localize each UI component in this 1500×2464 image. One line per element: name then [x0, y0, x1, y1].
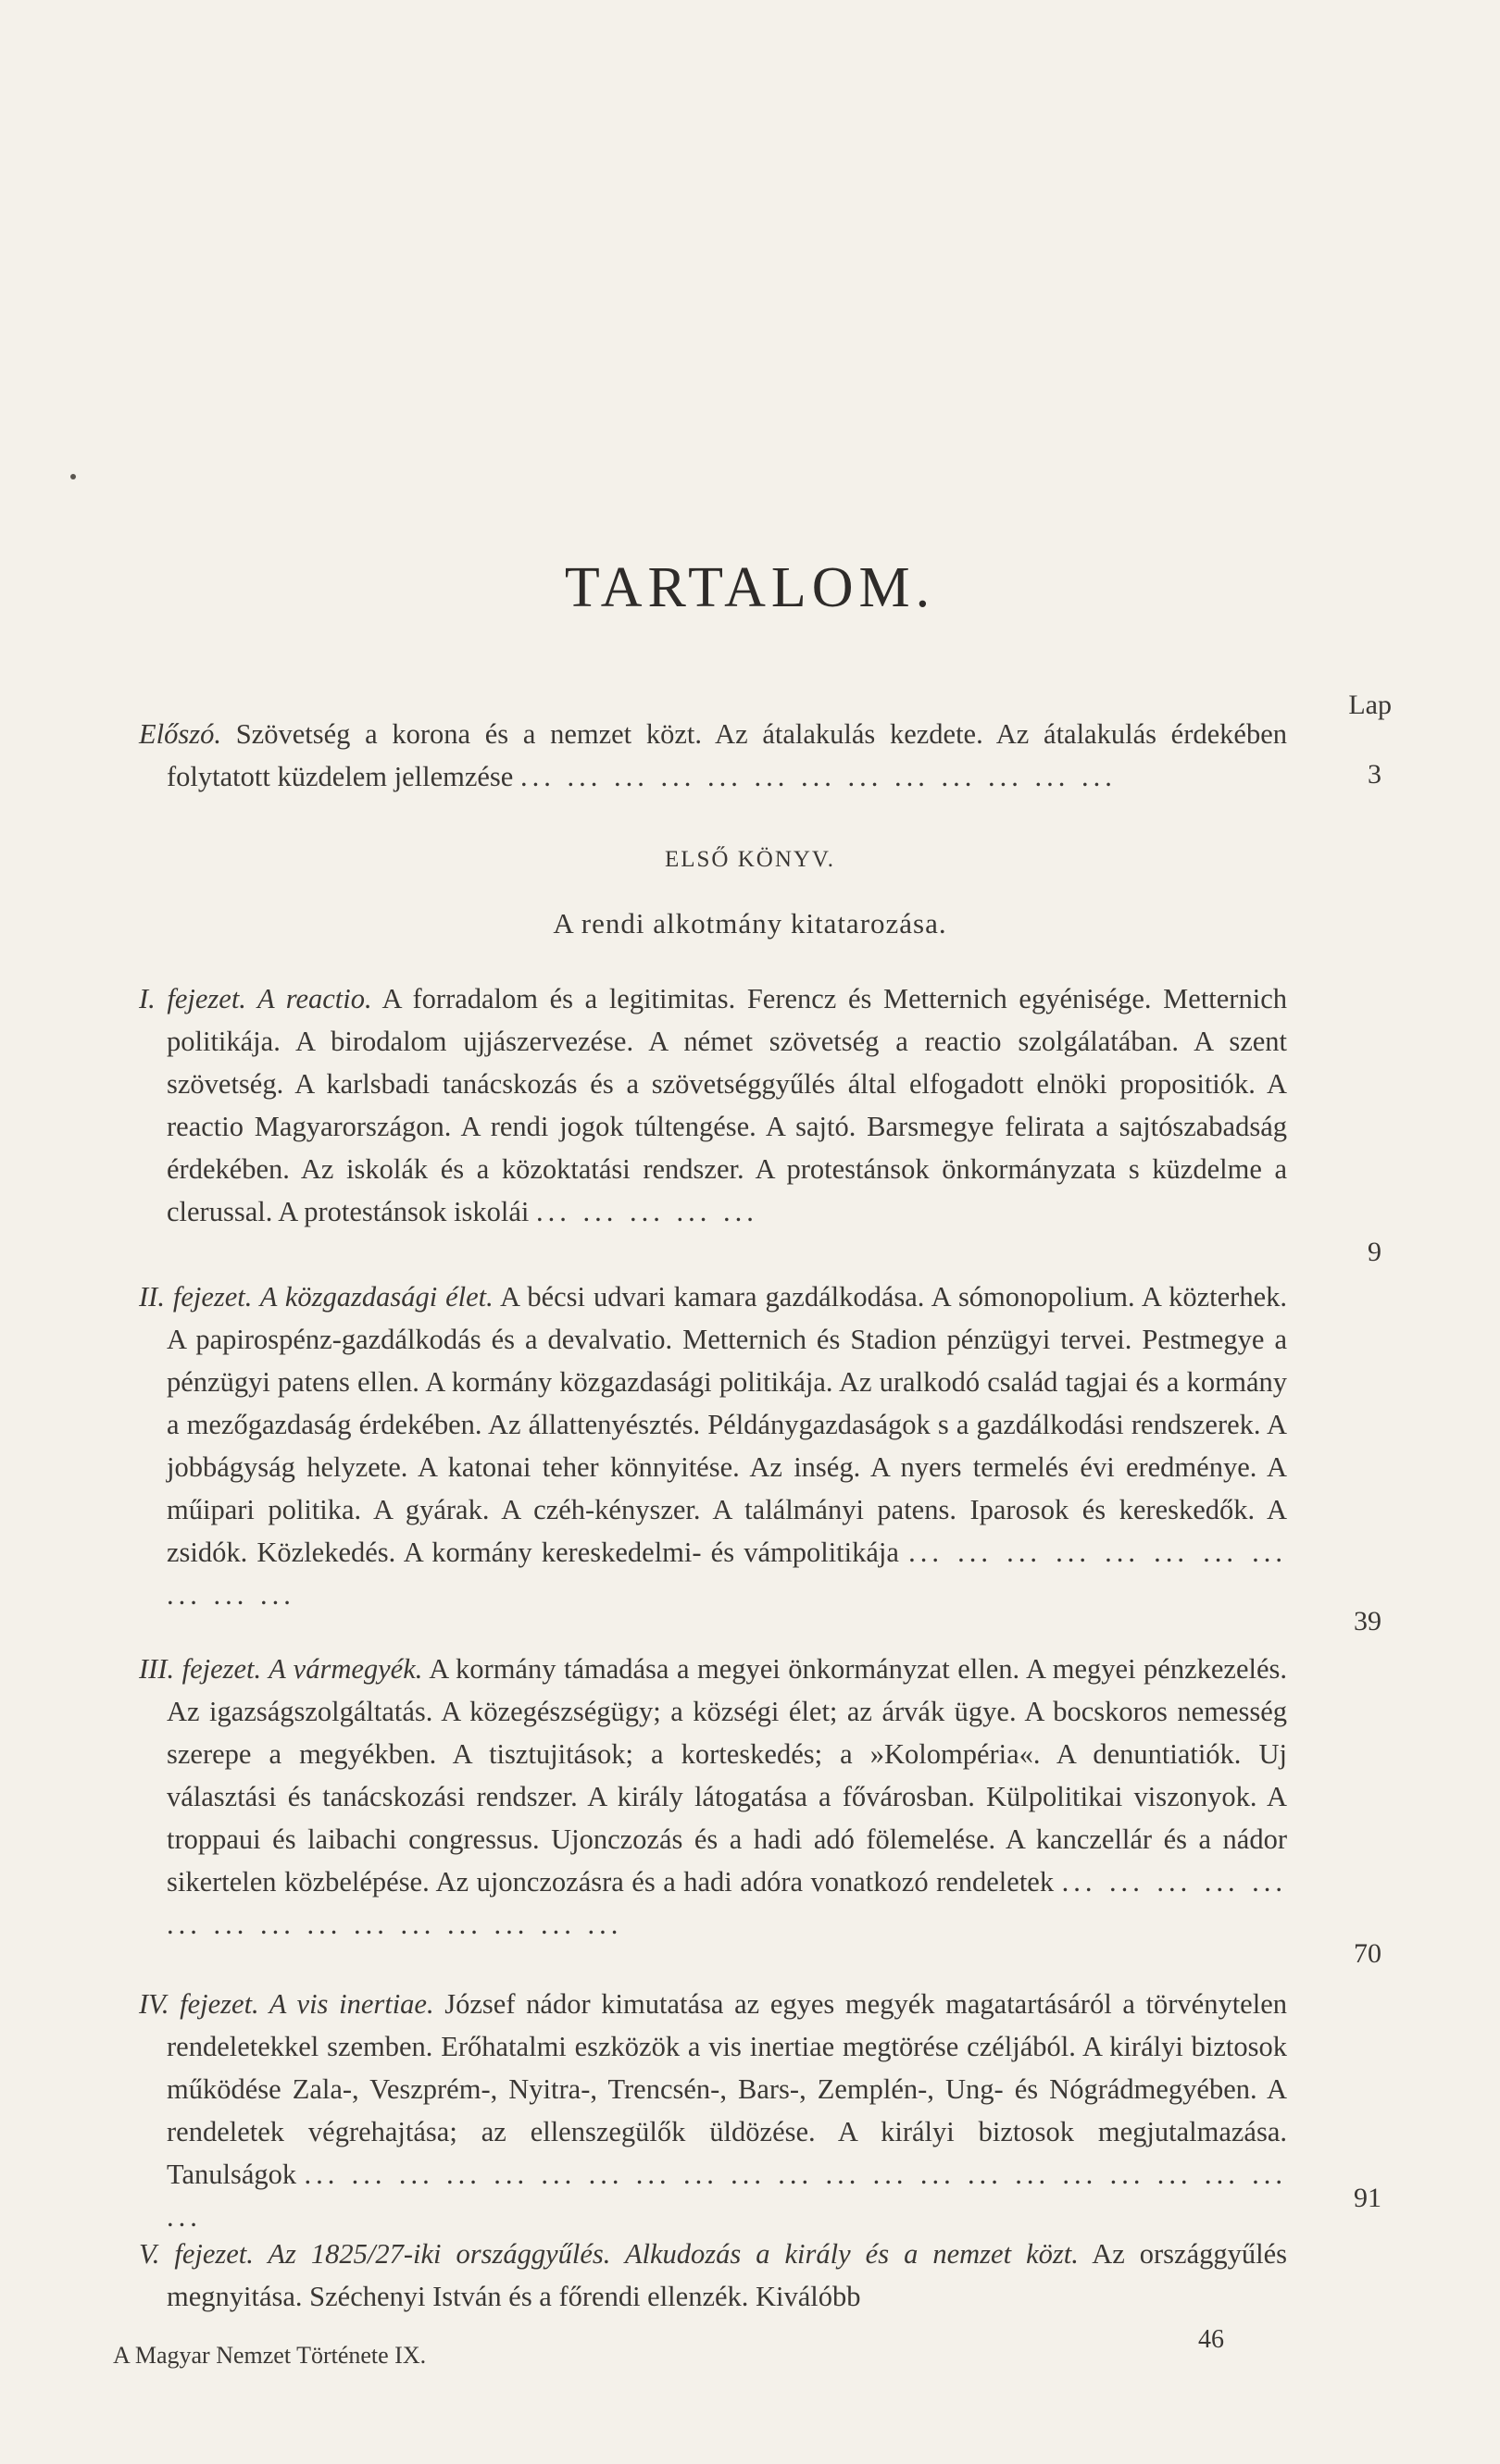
- chapter-text: A bécsi udvari kamara gazdálkodása. A sómonopolium. A közterhek. A papirospénz-gazdálkodás és a devalvatio. Metternich és Stadion pénzügyi tervei. Pestmegye a pénzügyi patens ellen. A kormány közgazdasági politikája. Az uralkodó család tagjai és a kormány a mezőgazdaság érdekében. Az állattenyésztés. Példánygazdaságok s a gazdálkodási rendszerek. A jobbágyság helyzete. A katonai teher könnyitése. Az inség. A nyers termelés évi eredménye. A műipari politika. A gyárak. A czéh-kényszer. A találmányi patens. Iparosok és kereskedők. A zsidók. Közlekedés. A kormány kereskedelmi- és vámpolitikája: [167, 1281, 1287, 1568]
- leader-dots: ... ... ... ... ... ... ... ... ... ... ... ... ... ... ...: [167, 1866, 1288, 1940]
- page-number-chapter-2: 39: [1354, 1606, 1381, 1636]
- chapter-text: Az országgyűlés megnyitása. Széchenyi István és a főrendi ellenzék. Kiválóbb: [167, 2238, 1287, 2312]
- footer-title: A Magyar Nemzet Története IX.: [113, 2342, 427, 2369]
- leader-dots: ... ... ... ... ... ... ... ... ... ... ...: [167, 1537, 1288, 1611]
- chapter-label: I. fejezet. A reactio.: [139, 983, 372, 1014]
- leader-dots: ... ... ... ... ... ... ... ... ... ... ... ... ...: [519, 761, 1117, 792]
- leader-dots: ... ... ... ... ...: [536, 1196, 758, 1227]
- ink-speck: [70, 474, 76, 479]
- preface-label: Előszó.: [139, 718, 221, 750]
- preface-text: Szövetség a korona és a nemzet közt. Az átalakulás kezdete. Az átalakulás érdekében folytatott küzdelem jellemzése: [167, 718, 1287, 792]
- lap-label: Lap: [1348, 690, 1392, 720]
- chapter-label: III. fejezet. A vármegyék.: [139, 1653, 423, 1685]
- chapter-label: IV. fejezet. A vis inertiae.: [139, 1988, 434, 2020]
- page-number-preface: 3: [1368, 759, 1381, 790]
- book-title: A rendi alkotmány kitatarozása.: [553, 907, 947, 940]
- chapter-label: II. fejezet. A közgazdasági élet.: [139, 1281, 494, 1313]
- page-number-chapter-4: 91: [1354, 2183, 1381, 2213]
- signature-mark: 46: [1198, 2325, 1224, 2354]
- chapter-label: V. fejezet. Az 1825/27-iki országgyűlés. Alkudozás a király és a nemzet közt.: [139, 2238, 1079, 2270]
- toc-entry-chapter-4: [139, 1983, 1288, 2238]
- page-number-chapter-1: 9: [1368, 1237, 1381, 1267]
- toc-entry-chapter-3: [139, 1648, 1288, 1946]
- toc-entry-chapter-1: [139, 977, 1287, 1233]
- book-heading: ELSŐ KÖNYV.: [664, 847, 836, 872]
- leader-dots: ... ... ... ... ... ... ... ... ... ... ... ... ... ... ... ... ... ... ... ... ... ...: [167, 2159, 1288, 2233]
- toc-entry-preface: [139, 713, 1287, 798]
- toc-entry-chapter-2: [139, 1276, 1288, 1616]
- chapter-text: A forradalom és a legitimitas. Ferencz és Metternich egyénisége. Metternich politikája. A birodalom ujjászervezése. A német szövetség a reactio szolgálatában. A szent szövetség. A karlsbadi tanácskozás és a szövetséggyűlés által elfogadott elnöki propositiók. A reactio Magyarországon. A rendi jogok túltengése. A sajtó. Barsmegye felirata a sajtószabadság érdekében. Az iskolák és a közoktatási rendszer. A protestánsok önkormányzata s küzdelme a clerussal. A protestánsok iskolái: [167, 983, 1287, 1227]
- chapter-text: József nádor kimutatása az egyes megyék magatartásáról a törvénytelen rendeletekkel szemben. Erőhatalmi eszközök a vis inertiae megtörése czéljából. A királyi biztosok működése Zala-, Veszprém-, Nyitra-, Trencsén-, Bars-, Zemplén-, Ung- és Nógrádmegyében. A rendeletek végrehajtása; az ellenszegülők üldözése. A királyi biztosok megjutalmazása. Tanulságok: [167, 1988, 1287, 2190]
- page-number-chapter-3: 70: [1354, 1938, 1381, 1969]
- page-title: TARTALOM.: [564, 556, 936, 619]
- toc-entry-chapter-5: [139, 2233, 1287, 2318]
- chapter-text: A kormány támadása a megyei önkormányzat ellen. A megyei pénzkezelés. Az igazságszolgáltatás. A közegészségügy; a községi élet; az árvák ügye. A bocskoros nemesség szerepe a megyékben. A tisztujitások; a korteskedés; a »Kolompéria«. A denuntiatiók. Uj választási és tanácskozási rendszer. A király látogatása a fővárosban. Külpolitikai viszonyok. A troppaui és laibachi congressus. Ujonczozás és a hadi adó fölemelése. A kanczellár és a nádor sikertelen közbelépése. Az ujonczozásra és a hadi adóra vonatkozó rendeletek: [167, 1653, 1288, 1898]
